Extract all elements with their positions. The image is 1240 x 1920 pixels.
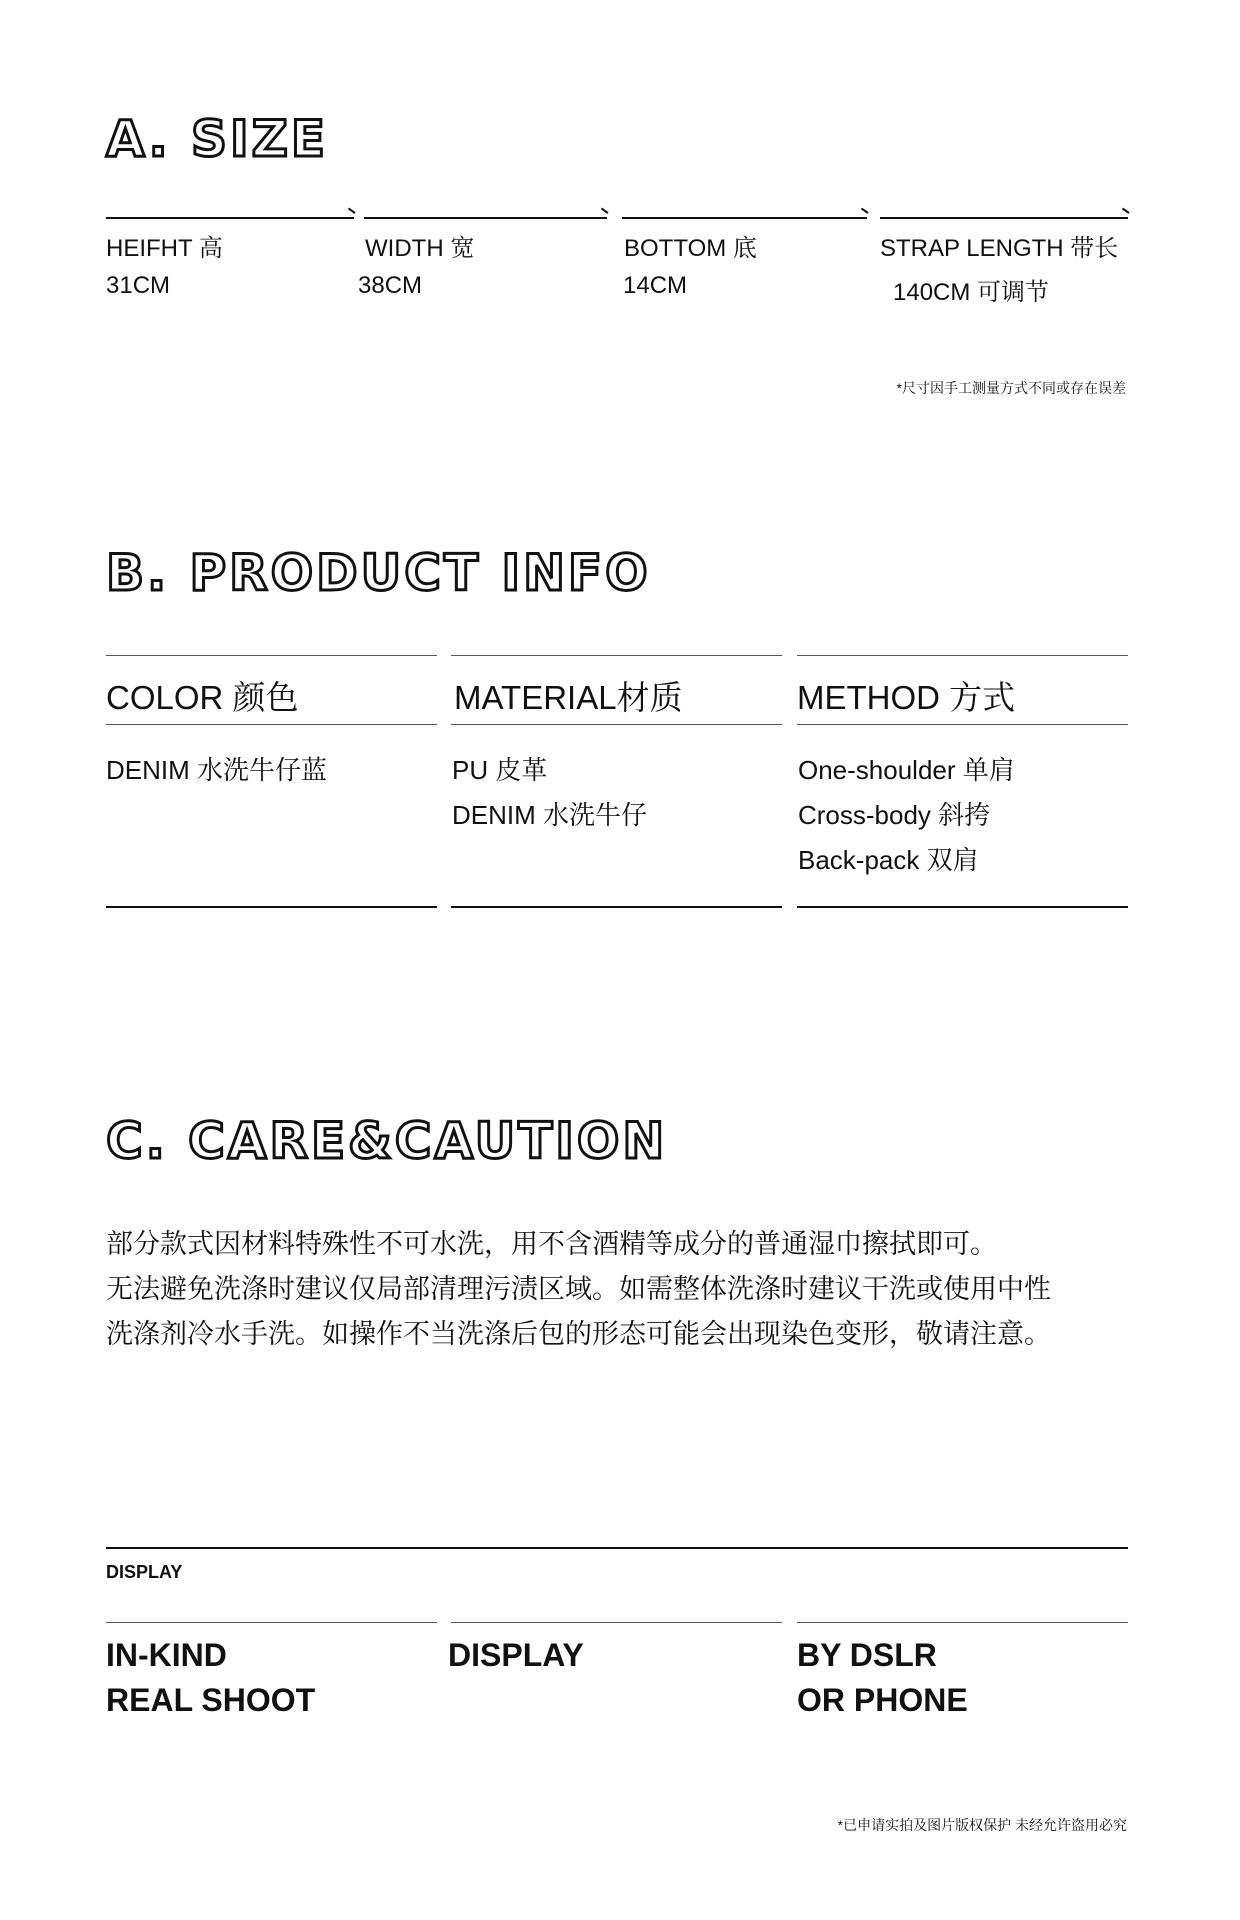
- display-line: REAL SHOOT: [106, 1682, 316, 1718]
- size-arrow-width: [364, 217, 607, 219]
- display-in-kind-real-shoot: [106, 1633, 315, 1723]
- size-value-bottom: 14CM: [623, 272, 688, 299]
- color-header: COLOR 颜色: [106, 679, 299, 716]
- method-bottom-rule: [797, 906, 1128, 908]
- copyright-note: *已申请实拍及图片版权保护 未经允许盗用必究: [837, 1817, 1127, 1833]
- care-line: 无法避免洗涤时建议仅局部清理污渍区域。如需整体洗涤时建议干洗或使用中性: [106, 1274, 1051, 1304]
- size-value-height: 31CM: [106, 272, 171, 299]
- display-col2-rule: [451, 1622, 782, 1623]
- method-value-line: One-shoulder 单肩: [798, 755, 1015, 785]
- display-by-dslr-or-phone: [797, 1633, 968, 1723]
- method-value-line: Back-pack 双肩: [798, 845, 979, 875]
- color-bottom-rule: [106, 906, 437, 908]
- material-top-rule: [451, 655, 782, 656]
- method-header-rule: [797, 724, 1128, 725]
- care-section-title: C. CARE&CAUTION: [106, 1112, 668, 1170]
- size-value-width: 38CM: [358, 272, 423, 299]
- material-bottom-rule: [451, 906, 782, 908]
- size-measurement-note: *尺寸因手工测量方式不同或存在误差: [896, 380, 1126, 396]
- color-top-rule: [106, 655, 437, 656]
- color-header-rule: [106, 724, 437, 725]
- display-divider: [106, 1547, 1128, 1549]
- material-value-line: DENIM 水洗牛仔: [452, 800, 648, 830]
- care-instructions: [106, 1222, 1051, 1357]
- display-line: DISPLAY: [448, 1637, 584, 1673]
- size-section-title: A. SIZE: [106, 110, 329, 168]
- care-line: 洗涤剂冷水手洗。如操作不当洗涤后包的形态可能会出现染色变形，敬请注意。: [106, 1319, 1051, 1349]
- care-line: 部分款式因材料特殊性不可水洗，用不含酒精等成分的普通湿巾擦拭即可。: [106, 1229, 997, 1259]
- display-label: DISPLAY: [106, 1562, 183, 1582]
- size-label-strap-length: STRAP LENGTH 带长: [880, 235, 1119, 262]
- display-line: IN-KIND: [106, 1637, 227, 1673]
- display-line: OR PHONE: [797, 1682, 968, 1718]
- size-arrow-bottom: [622, 217, 867, 219]
- method-top-rule: [797, 655, 1128, 656]
- display-display: [448, 1633, 584, 1678]
- material-values: [452, 748, 647, 838]
- display-line: BY DSLR: [797, 1637, 937, 1673]
- size-value-strap-length: 140CM 可调节: [893, 279, 1050, 306]
- display-col1-rule: [106, 1622, 437, 1623]
- size-label-bottom: BOTTOM 底: [624, 235, 757, 262]
- size-arrow-strap: [880, 217, 1128, 219]
- color-values: [106, 748, 327, 793]
- size-label-height: HEIFHT 高: [106, 235, 223, 262]
- method-value-line: Cross-body 斜挎: [798, 800, 991, 830]
- size-arrow-height: [106, 217, 354, 219]
- method-values: [798, 748, 1015, 883]
- display-col3-rule: [797, 1622, 1128, 1623]
- material-value-line: PU 皮革: [452, 755, 548, 785]
- material-header-rule: [451, 724, 782, 725]
- color-value-line: DENIM 水洗牛仔蓝: [106, 755, 328, 785]
- size-label-width: WIDTH 宽: [365, 235, 475, 262]
- method-header: METHOD 方式: [797, 679, 1016, 716]
- product-info-section-title: B. PRODUCT INFO: [106, 544, 651, 602]
- material-header: MATERIAL材质: [454, 679, 683, 716]
